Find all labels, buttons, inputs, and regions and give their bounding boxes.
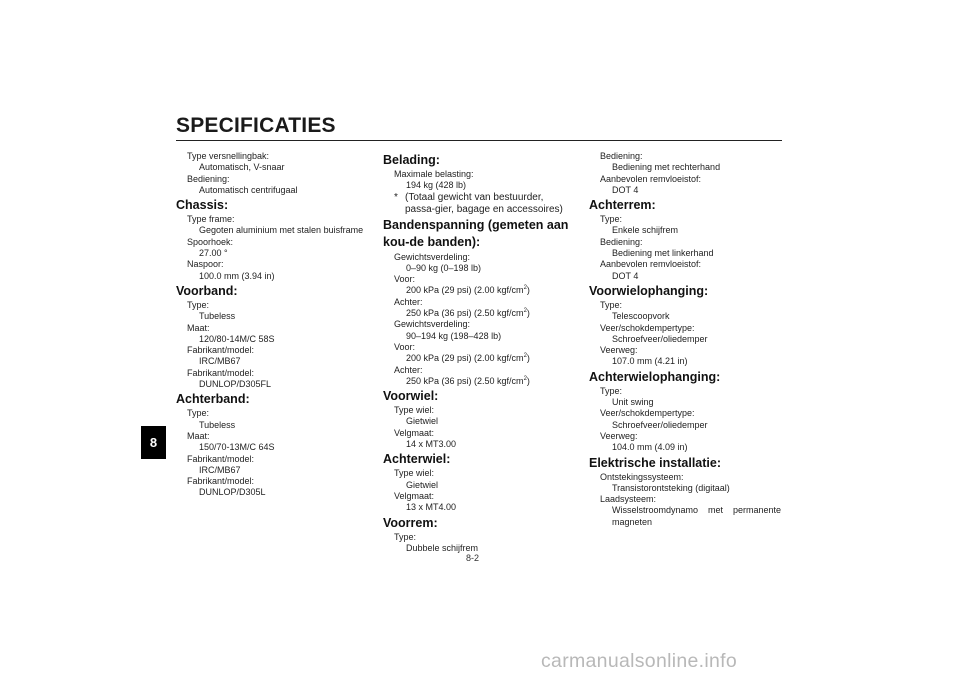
spec-label: Bediening: [600,236,643,247]
spec-label: Fabrikant/model: [187,345,255,356]
title-divider [176,140,782,141]
spec-value: Schroefveer/oliedemper [612,419,708,430]
spec-value: 194 kg (428 lb) [406,180,467,191]
spec-value: Unit swing [612,397,654,408]
spec-column-2 [383,151,575,554]
spec-label: Type versnellingbak: [187,151,270,161]
spec-label: Spoorhoek: [187,236,234,247]
spec-label: Ontstekingssysteem: [600,471,684,482]
spec-value: 13 x MT4.00 [406,502,457,513]
spec-value: magneten [612,516,653,527]
spec-value: 200 kPa (29 psi) (2.00 kgf/$cm^2$) [406,285,530,296]
spec-label: Type: [394,531,417,542]
section-heading-achterwiel: Achterwiel: [383,452,451,467]
spec-label: Maximale belasting: [394,169,474,179]
spec-label: Velgmaat: [394,490,435,501]
spec-value: 104.0 mm (4.09 in) [612,442,688,453]
footnote-marker: * [394,191,398,203]
section-heading-chassis: Chassis: [176,198,229,213]
spec-value: DUNLOP/D305L [199,487,266,498]
section-heading-voorrem: Voorrem: [383,515,438,530]
spec-label: Type: [600,299,623,310]
spec-value: 100.0 mm (3.94 in) [199,270,275,281]
spec-label: Bediening: [187,173,230,184]
spec-label: Maat: [187,322,210,333]
spec-value: Gietwiel [406,416,439,427]
spec-value: Dubbele schijfrem [406,542,479,553]
spec-value: 107.0 mm (4.21 in) [612,356,688,367]
section-heading-belading: Belading: [383,153,440,167]
spec-value: Enkele schijfrem [612,225,679,236]
spec-value: 27.00 ° [199,248,228,259]
spec-label: Veerweg: [600,345,638,356]
spec-value: DOT 4 [612,184,639,195]
spec-label: Type wiel: [394,405,435,416]
spec-label: Gewichtsverdeling: [394,319,471,330]
spec-value: Automatisch centrifugaal [199,184,298,195]
spec-value: Bediening met rechterhand [612,162,721,173]
spec-value: 0–90 kg (0–198 lb) [406,262,482,273]
spec-value: DUNLOP/D305FL [199,379,272,390]
spec-label: Veer/schokdempertype: [600,322,695,333]
spec-label: Maat: [187,430,210,441]
section-heading-achterwielophanging: Achterwielophanging: [589,369,721,384]
spec-label: Achter: [394,364,423,375]
spec-value: DOT 4 [612,270,639,281]
spec-value: IRC/MB67 [199,464,241,475]
spec-label: Velgmaat: [394,427,435,438]
spec-label: Voor: [394,341,416,352]
section-heading-elektrische-installatie: Elektrische installatie: [589,455,722,470]
spec-value: Telescoopvork [612,311,670,322]
spec-value: Tubeless [199,419,236,430]
spec-label: Achter: [394,296,423,307]
spec-label: Fabrikant/model: [187,476,255,487]
spec-column-3 [589,151,781,528]
spec-label: Voor: [394,274,416,285]
spec-value: 200 kPa (29 psi) (2.00 kgf/$cm^2$) [406,353,530,364]
section-heading-achterband: Achterband: [176,392,250,407]
spec-value: IRC/MB67 [199,356,241,367]
spec-value: Automatisch, V-snaar [199,162,285,173]
spec-value: 14 x MT3.00 [406,439,457,450]
spec-label: Bediening: [600,151,643,161]
spec-value: Tubeless [199,311,236,322]
spec-label: Type: [187,299,210,310]
spec-value: 250 kPa (36 psi) (2.50 kgf/$cm^2$) [406,308,530,319]
spec-value: Transistorontsteking (digitaal) [612,482,730,493]
spec-value: 250 kPa (36 psi) (2.50 kgf/$cm^2$) [406,375,530,386]
spec-value: Wisselstroomdynamo met permanente [612,505,781,516]
spec-value: 120/80-14M/C 58S [199,333,275,344]
spec-label: Laadsysteem: [600,494,657,505]
chapter-tab[interactable]: 8 [141,426,166,459]
spec-label: Fabrikant/model: [187,453,255,464]
spec-value: Gegoten aluminium met stalen buisframe [199,225,364,236]
spec-value: 90–194 kg (198–428 lb) [406,330,502,341]
page-title: SPECIFICATIES [176,114,336,137]
section-heading-achterrem: Achterrem: [589,198,656,213]
section-heading-voorwielophanging: Voorwielophanging: [589,283,709,298]
footnote [394,192,575,216]
section-heading-voorband: Voorband: [176,283,238,298]
spec-column-1 [176,151,368,499]
watermark: carmanualsonline.info [541,650,737,672]
spec-label: Type: [187,408,210,419]
spec-value: Schroefveer/oliedemper [612,333,708,344]
spec-value: 150/70-13M/C 64S [199,442,275,453]
page-number: 8-2 [466,553,480,563]
spec-label: Veerweg: [600,430,638,441]
spec-label: Type: [600,385,623,396]
spec-label: Naspoor: [187,259,224,270]
spec-value: Bediening met linkerhand [612,248,714,259]
spec-label: Aanbevolen remvloeistof: [600,173,702,184]
spec-value: Gietwiel [406,479,439,490]
spec-label: Type wiel: [394,468,435,479]
spec-label: Type frame: [187,214,235,225]
footnote-text: (Totaal gewicht van bestuurder, passa-gier, bagage en accessoires) [405,191,563,215]
section-heading-voorwiel: Voorwiel: [383,389,439,404]
spec-label: Fabrikant/model: [187,367,255,378]
spec-label: Aanbevolen remvloeistof: [600,259,702,270]
section-heading-bandenspanning: Bandenspanning (gemeten aan kou-de banden): [383,217,569,249]
spec-label: Veer/schokdempertype: [600,408,695,419]
spec-label: Type: [600,214,623,225]
spec-label: Gewichtsverdeling: [394,251,471,262]
